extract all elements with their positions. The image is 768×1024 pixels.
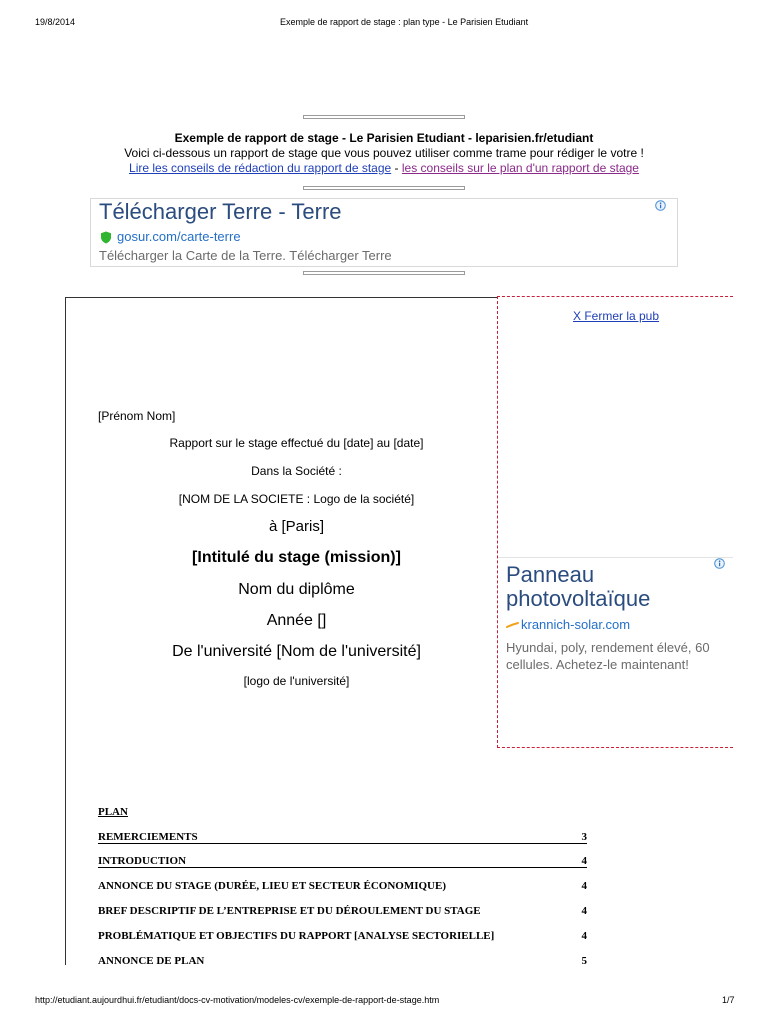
ad-description: Télécharger la Carte de la Terre. Télécharger Terre <box>99 248 392 263</box>
cover-internship-title: [Intitulé du stage (mission)] <box>192 549 401 566</box>
info-icon[interactable] <box>714 558 725 569</box>
document-frame-left <box>65 297 66 965</box>
plan-row-page: 4 <box>581 855 587 867</box>
plan-row <box>98 930 587 943</box>
swoosh-icon <box>506 619 519 629</box>
plan-row <box>98 905 587 918</box>
plan-row-label: INTRODUCTION <box>98 855 187 867</box>
cover-city: à [Paris] <box>268 518 325 535</box>
link-separator: - <box>391 161 402 175</box>
side-ad-url[interactable]: krannich-solar.com <box>521 617 631 632</box>
print-footer-url: http://etudiant.aujourdhui.fr/etudiant/docs-cv-motivation/modeles-cv/exemple-de-rapport-de-stage.htm <box>35 995 440 1005</box>
link-redaction-tips[interactable]: Lire les conseils de rédaction du rapport de stage <box>129 161 392 175</box>
plan-row-label: PROBLÉMATIQUE ET OBJECTIFS DU RAPPORT [ANALYSE SECTORIELLE] <box>98 930 495 942</box>
separator-line <box>303 115 465 119</box>
ad-display-url[interactable]: gosur.com/carte-terre <box>117 229 241 244</box>
info-icon[interactable] <box>655 200 666 211</box>
plan-row <box>98 832 587 844</box>
print-page-number: 1/7 <box>722 995 735 1005</box>
print-title: Exemple de rapport de stage : plan type - Le Parisien Etudiant <box>280 17 529 27</box>
intro-links <box>0 161 768 175</box>
plan-row <box>98 955 587 968</box>
plan-row-label: ANNONCE DU STAGE (DURÉE, LIEU ET SECTEUR ÉCONOMIQUE) <box>98 880 446 892</box>
plan-row-page: 4 <box>581 880 587 892</box>
intro-heading: Exemple de rapport de stage - Le Parisien Etudiant - leparisien.fr/etudiant <box>174 131 594 145</box>
intro-description: Voici ci-dessous un rapport de stage que vous pouvez utiliser comme trame pour rédiger le votre ! <box>124 146 644 160</box>
cover-company-intro: Dans la Société : <box>251 464 342 478</box>
plan-row-page: 4 <box>581 930 587 942</box>
cover-report-line: Rapport sur le stage effectué du [date] au [date] <box>169 436 424 450</box>
cover-university-logo: [logo de l'université] <box>243 674 350 688</box>
cover-student-name: [Prénom Nom] <box>98 409 176 423</box>
separator-line <box>303 271 465 275</box>
print-date: 19/8/2014 <box>35 17 76 27</box>
side-ad-headline[interactable]: Panneau photovoltaïque <box>506 562 651 611</box>
cover-university: De l'université [Nom de l'université] <box>172 643 421 660</box>
plan-row-label: REMERCIEMENTS <box>98 831 198 843</box>
plan-row-page: 4 <box>581 905 587 917</box>
document-frame-top <box>65 297 497 298</box>
cover-company: [NOM DE LA SOCIETE : Logo de la société] <box>178 492 415 506</box>
plan-row-label: BREF DESCRIPTIF DE L’ENTREPRISE ET DU DÉROULEMENT DU STAGE <box>98 905 481 917</box>
plan-row <box>98 856 587 868</box>
cover-degree: Nom du diplôme <box>238 581 355 598</box>
shield-icon <box>100 231 112 244</box>
ad-headline[interactable]: Télécharger Terre - Terre <box>99 199 342 224</box>
link-plan-tips[interactable]: les conseils sur le plan d'un rapport de stage <box>401 161 639 175</box>
plan-row-page: 3 <box>581 831 587 843</box>
separator-line <box>303 186 465 190</box>
cover-year: Année [] <box>266 612 327 629</box>
ad-banner[interactable] <box>90 198 678 267</box>
side-ad[interactable] <box>498 557 733 746</box>
plan-row-label: ANNONCE DE PLAN <box>98 955 205 967</box>
plan-heading: PLAN <box>98 806 128 818</box>
close-ad-link[interactable]: X Fermer la pub <box>573 309 660 323</box>
plan-row <box>98 880 587 893</box>
plan-row-page: 5 <box>581 955 587 967</box>
side-ad-description: Hyundai, poly, rendement élevé, 60 cellules. Achetez-le maintenant! <box>506 640 710 672</box>
